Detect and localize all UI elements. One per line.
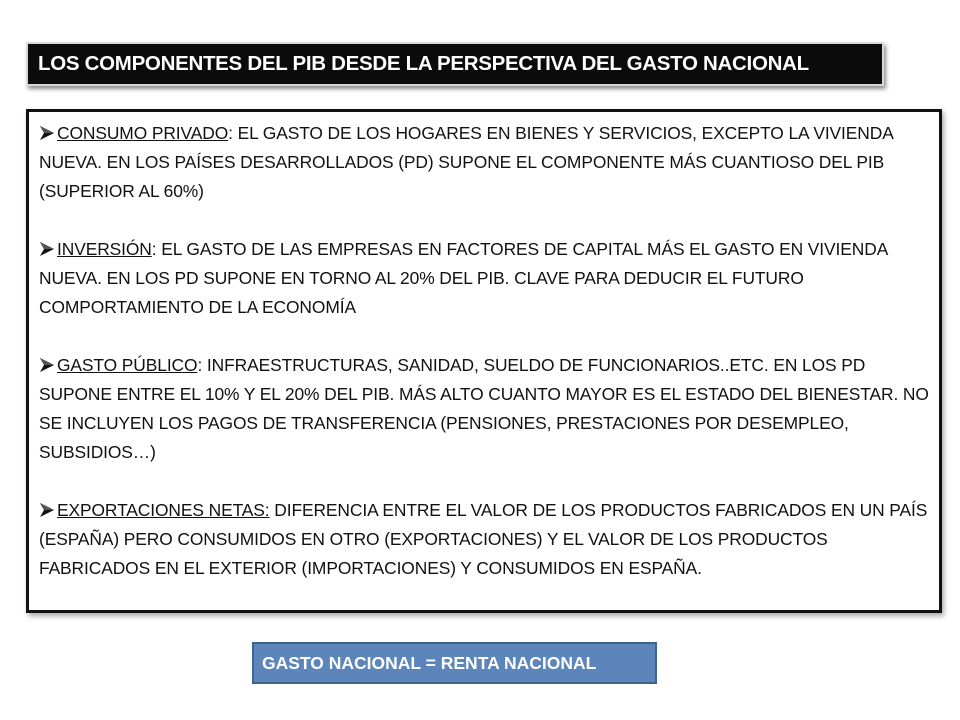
arrow-bullet-icon	[39, 241, 55, 257]
arrow-bullet-icon	[39, 125, 55, 141]
bullet-item-inversion	[39, 235, 931, 322]
bullet-text: DIFERENCIA ENTRE EL VALOR DE LOS PRODUCTOS FABRICADOS EN UN PAÍS (ESPAÑA) PERO CONSUMIDOS EN OTRO (EXPORTACIONES) Y EL VALOR DE LOS PRODUCTOS FABRICADOS EN EL EXTERIOR (IMPORTACIONES) Y CONSUMIDOS EN ESPAÑA.	[39, 500, 928, 578]
bullet-separator: :	[151, 239, 157, 259]
arrow-bullet-icon	[39, 502, 55, 518]
title-banner	[26, 42, 884, 86]
page-title: LOS COMPONENTES DEL PIB DESDE LA PERSPECTIVA DEL GASTO NACIONAL	[38, 52, 809, 75]
bullet-separator: :	[228, 123, 233, 143]
content-box	[26, 109, 942, 613]
equation-text: GASTO NACIONAL = RENTA NACIONAL	[262, 652, 597, 673]
arrow-bullet-icon	[39, 357, 55, 373]
bullet-item-exportaciones	[39, 496, 931, 583]
bullet-term: CONSUMO PRIVADO	[57, 123, 229, 143]
equation-box	[252, 642, 657, 684]
bullet-text: EL GASTO DE LAS EMPRESAS EN FACTORES DE CAPITAL MÁS EL GASTO EN VIVIENDA NUEVA. EN LOS PD SUPONE EN TORNO AL 20% DEL PIB. CLAVE PARA DEDUCIR EL FUTURO COMPORTAMIENTO DE LA ECONOMÍA	[39, 239, 888, 317]
bullet-term: EXPORTACIONES NETAS:	[57, 500, 270, 520]
bullet-term: INVERSIÓN	[57, 239, 152, 259]
bullet-term: GASTO PÚBLICO	[57, 355, 198, 375]
bullet-item-consumo	[39, 119, 931, 206]
bullet-text: INFRAESTRUCTURAS, SANIDAD, SUELDO DE FUNCIONARIOS..ETC. EN LOS PD SUPONE ENTRE EL 10% Y EL 20% DEL PIB. MÁS ALTO CUANTO MAYOR ES EL ESTADO DEL BIENESTAR. NO SE INCLUYEN LOS PAGOS DE TRANSFERENCIA (PENSIONES, PRESTACIONES POR DESEMPLEO, SUBSIDIOS…)	[39, 355, 929, 462]
bullet-separator: :	[197, 355, 203, 375]
bullet-item-gasto-publico	[39, 351, 931, 467]
bullet-text: EL GASTO DE LOS HOGARES EN BIENES Y SERVICIOS, EXCEPTO LA VIVIENDA NUEVA. EN LOS PAÍSES DESARROLLADOS (PD) SUPONE EL COMPONENTE MÁS CUANTIOSO DEL PIB (SUPERIOR AL 60%)	[39, 123, 893, 201]
